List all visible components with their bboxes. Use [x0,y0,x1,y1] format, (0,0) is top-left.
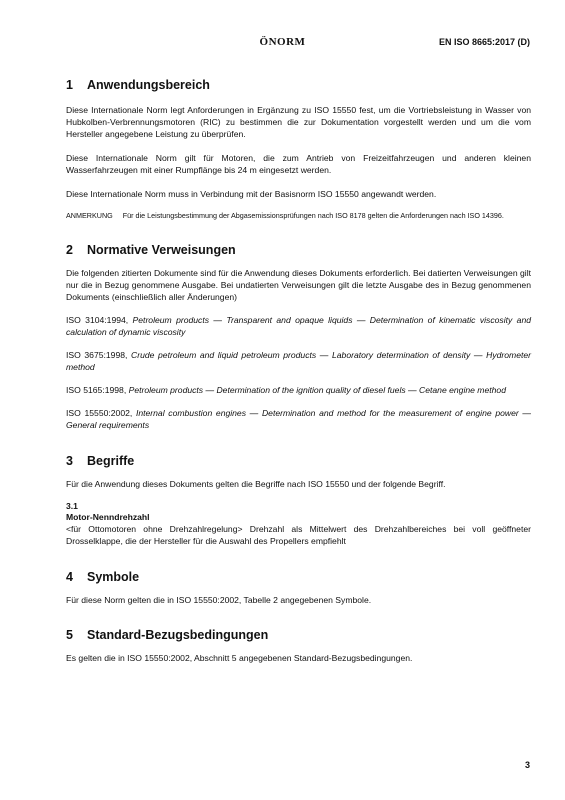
reference-item [66,407,531,431]
paragraph: Diese Internationale Norm muss in Verbindung mit der Basisnorm ISO 15550 angewandt werden. [66,189,437,199]
reference-title: Crude petroleum and liquid petroleum products — Laboratory determination of density — Hydrometer method [66,350,532,372]
paragraph: Diese Internationale Norm legt Anforderungen in Ergänzung zu ISO 15550 fest, um die Vortriebsleistung in Wasser von Hubkolben-Verbrennungsmotoren (RIC) zu bestimmen die zur Dokumentation vorgestellt werden und um die vom Hersteller angegebene Leistung zu überprüfen. [66,105,531,139]
reference-id: ISO 3675:1998, [66,350,132,360]
reference-item [66,349,531,373]
paragraph: Die folgenden zitierten Dokumente sind für die Anwendung dieses Dokuments erforderlich. Bei datierten Verweisungen gilt nur die in Bezug genommene Ausgabe. Bei undatierten Verweisungen gilt die letzte Ausgabe des in Bezug genommenen Dokuments (einschließlich aller Änderungen) [66,268,531,302]
reference-title: Petroleum products — Determination of the ignition quality of diesel fuels — Cetane engine method [128,385,506,395]
paragraph: Für diese Norm gelten die in ISO 15550:2002, Tabelle 2 angegebenen Symbole. [66,595,372,605]
section-title: Standard-Bezugsbedingungen [87,628,269,642]
note-text: Für die Leistungsbestimmung der Abgasemissionsprüfungen nach ISO 8178 gelten die Anforderungen nach ISO 14396. [122,211,504,220]
page-content [66,72,531,664]
section-title: Symbole [87,570,140,584]
reference-item [66,314,531,338]
paragraph: Diese Internationale Norm gilt für Motoren, die zum Antrieb von Freizeitfahrzeugen und anderen kleinen Wasserfahrzeugen mit einer Rumpflänge bis 24 m eingesetzt werden. [66,153,531,175]
term-name: Motor-Nenndrehzahl [66,512,150,522]
section-title: Anwendungsbereich [87,78,210,92]
section-heading-4 [66,570,531,584]
note [66,211,531,221]
section-number: 1 [66,78,73,92]
section-heading-2 [66,243,531,257]
reference-id: ISO 3104:1994, [66,315,133,325]
reference-title: Petroleum products — Transparent and opaque liquids — Determination of kinematic viscosity and calculation of dynamic viscosity [66,315,532,337]
paragraph: Für die Anwendung dieses Dokuments gelten die Begriffe nach ISO 15550 und der folgende Begriff. [66,479,446,489]
section-number: 2 [66,243,73,257]
reference-item [66,384,531,396]
section-heading-3 [66,454,531,468]
reference-title: Internal combustion engines — Determination and method for the measurement of engine power — General requirements [66,408,531,430]
reference-id: ISO 15550:2002, [66,408,136,418]
section-number: 5 [66,628,73,642]
paragraph: Es gelten die in ISO 15550:2002, Abschnitt 5 angegebenen Standard-Bezugsbedingungen. [66,653,413,663]
page-number: 3 [524,760,530,770]
section-heading-5 [66,628,531,642]
section-heading-1 [66,78,531,92]
section-number: 4 [66,570,73,584]
term-number: 3.1 [66,501,78,511]
reference-id: ISO 5165:1998, [66,385,129,395]
section-title: Normative Verweisungen [87,243,236,257]
header-standard: EN ISO 8665:2017 (D) [438,37,530,47]
term-definition: <für Ottomotoren ohne Drehzahlregelung> Drehzahl als Mittelwert des Drehzahlbereiches bei voll geöffneter Drosselklappe, die der Hersteller für die Auswahl des Propellers empfiehlt [66,524,531,546]
header-org: ÖNORM [259,36,306,48]
section-number: 3 [66,454,73,468]
section-title: Begriffe [87,454,135,468]
note-label: ANMERKUNG [66,211,113,220]
